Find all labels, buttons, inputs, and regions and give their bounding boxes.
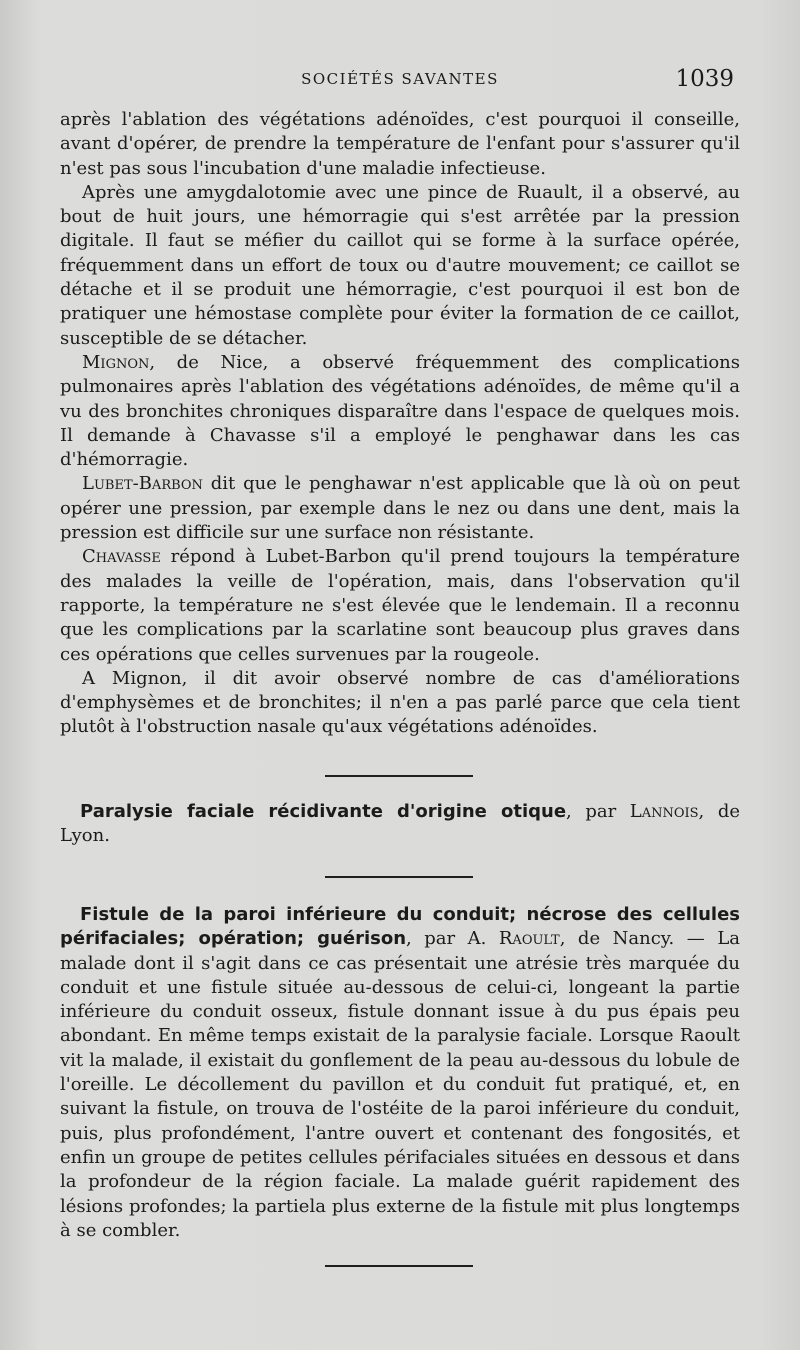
paragraph-text: dit que le penghawar n'est applicable que là où on peut opérer une pression, par exemple dans le nez ou dans une dent, mais la pression est difficile sur une surface non résistante.: [60, 473, 740, 544]
section-divider: [325, 775, 473, 777]
article-heading: [60, 800, 740, 849]
page-number: 1039: [675, 66, 734, 92]
discussion-text: [60, 108, 740, 740]
speaker-name: Chavasse: [82, 546, 161, 568]
article-by: , par A.: [406, 928, 499, 950]
paragraph: après l'ablation des végétations adénoïdes, c'est pourquoi il conseille, avant d'opérer, de prendre la température de l'enfant pour s'assurer qu'il n'est pas sous l'incubation d'une maladie infectieuse.: [60, 109, 740, 179]
section-divider: [325, 876, 473, 878]
article-text: , de Nancy. — La malade dont il s'agit dans ce cas présentait une atrésie très marquée du conduit et une fistule située au-dessous de celui-ci, longeant la partie inférieure du conduit osseux, fistule donnant issue à du pus épais peu abondant. En même temps existait de la paralysie faciale. Lorsque Raoult vit la malade, il existait du gonflement de la peau au-dessous du lobule de l'oreille. Le décollement du pavillon et du conduit fut pratiqué, et, en suivant la fistule, on trouva de l'ostéite de la paroi inférieure du conduit, puis, plus profondément, l'antre ouvert et contenant des fongosités, et enfin un groupe de petites cellules périfaciales situées en dessous et dans la profondeur de la région faciale. La malade guérit rapidement des lésions profondes; la partiela plus externe de la fistule mit plus longtemps à se combler.: [60, 928, 740, 1241]
speaker-name: Mignon: [82, 351, 150, 373]
section-divider: [325, 1265, 473, 1267]
article-entry: [60, 800, 740, 849]
article-place: , de Lyon.: [60, 801, 740, 847]
paragraph: [60, 351, 740, 472]
article-entry: [60, 903, 740, 1243]
paragraph: A Mignon, il dit avoir observé nombre de cas d'améliorations d'emphysèmes et de bronchites; il n'en a pas parlé parce que cela tient plutôt à l'obstruction nasale qu'aux végétations adénoïdes.: [60, 667, 740, 738]
article-by: , par: [566, 801, 630, 822]
article-title: Fistule de la paroi inférieure du conduit; nécrose des cellules périfaciales; opération; guérison: [60, 904, 740, 950]
paragraph-text: répond à Lubet-Barbon qu'il prend toujours la température des malades la veille de l'opération, mais, dans l'observation qu'il rapporte, la température ne s'est élevée que le lendemain. Il a reconnu que les complications par la scarlatine sont beaucoup plus graves dans ces opérations que celles survenues par la rougeole.: [60, 546, 740, 665]
speaker-name: Lubet-Barbon: [82, 473, 203, 495]
running-head: [60, 68, 740, 98]
article-author: Lannois: [629, 801, 699, 822]
paragraph: Après une amygdalotomie avec une pince de Ruault, il a observé, au bout de huit jours, une hémorragie qui s'est arrêtée par la pression digitale. Il faut se méfier du caillot qui se forme à la surface opérée, fréquemment dans un effort de toux ou d'autre mouvement; ce caillot se détache et il se produit une hémorragie, c'est pourquoi il est bon de pratiquer une hémostase complète pour éviter la formation de ce caillot, susceptible de se détacher.: [60, 181, 740, 349]
article-title: Paralysie faciale récidivante d'origine otique: [80, 801, 567, 822]
article-author: Raoult: [498, 928, 560, 950]
paragraph: [60, 472, 740, 545]
article-body: [60, 903, 740, 1243]
paragraph-text: , de Nice, a observé fréquemment des complications pulmonaires après l'ablation des végétations adénoïdes, de même qu'il a vu des bronchites chroniques disparaître dans l'espace de quelques mois. Il demande à Chavasse s'il a employé le penghawar dans les cas d'hémorragie.: [60, 351, 740, 471]
paragraph: [60, 545, 740, 666]
running-title: SOCIÉTÉS SAVANTES: [301, 70, 499, 88]
